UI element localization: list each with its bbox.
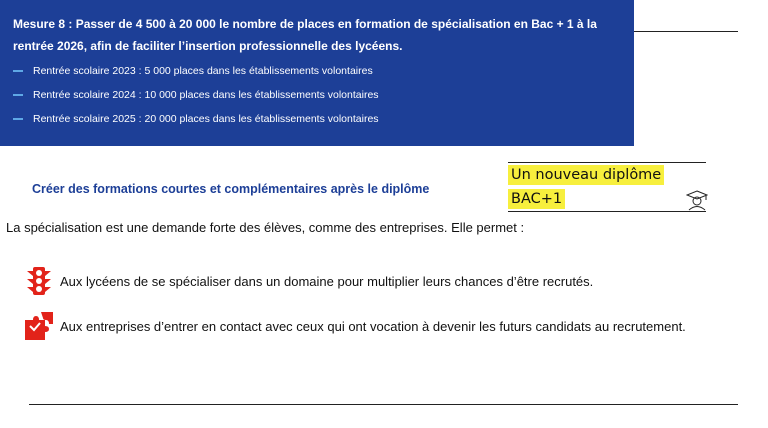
banner-item: Rentrée scolaire 2024 : 10 000 places dans les établissements volontaires [13, 83, 624, 107]
list-item [24, 311, 686, 341]
top-divider [634, 31, 738, 32]
traffic-light-icon [24, 266, 54, 296]
graduate-icon [686, 189, 708, 211]
badge-bottom-rule [508, 211, 706, 212]
measure-banner [0, 0, 634, 146]
badge-top-rule [508, 162, 706, 163]
banner-title: Mesure 8 : Passer de 4 500 à 20 000 le nombre de places en formation de spécialisation en Bac + 1 à la rentrée 2026, afin de faciliter l’insertion professionnelle des lycéens. [13, 17, 597, 53]
section-subtitle: Créer des formations courtes et complémentaires après le diplôme [32, 182, 430, 196]
dash-bullet-icon [13, 70, 23, 72]
new-diploma-badge [508, 162, 708, 212]
intro-text: La spécialisation est une demande forte des élèves, comme des entreprises. Elle permet : [6, 220, 525, 235]
puzzle-icon [24, 311, 54, 341]
list-item [24, 266, 593, 296]
dash-bullet-icon [13, 94, 23, 96]
bottom-divider [29, 404, 738, 405]
banner-list [13, 59, 624, 131]
badge-line-1: Un nouveau diplôme [508, 165, 664, 185]
banner-item: Rentrée scolaire 2025 : 20 000 places dans les établissements volontaires [13, 107, 624, 131]
banner-item: Rentrée scolaire 2023 : 5 000 places dans les établissements volontaires [13, 59, 624, 83]
badge-line-2: BAC+1 [508, 189, 565, 209]
point-text: Aux entreprises d’entrer en contact avec ceux qui ont vocation à devenir les futurs candidats au recrutement. [60, 318, 686, 334]
point-text: Aux lycéens de se spécialiser dans un domaine pour multiplier leurs chances d’être recrutés. [60, 273, 594, 289]
dash-bullet-icon [13, 118, 23, 120]
